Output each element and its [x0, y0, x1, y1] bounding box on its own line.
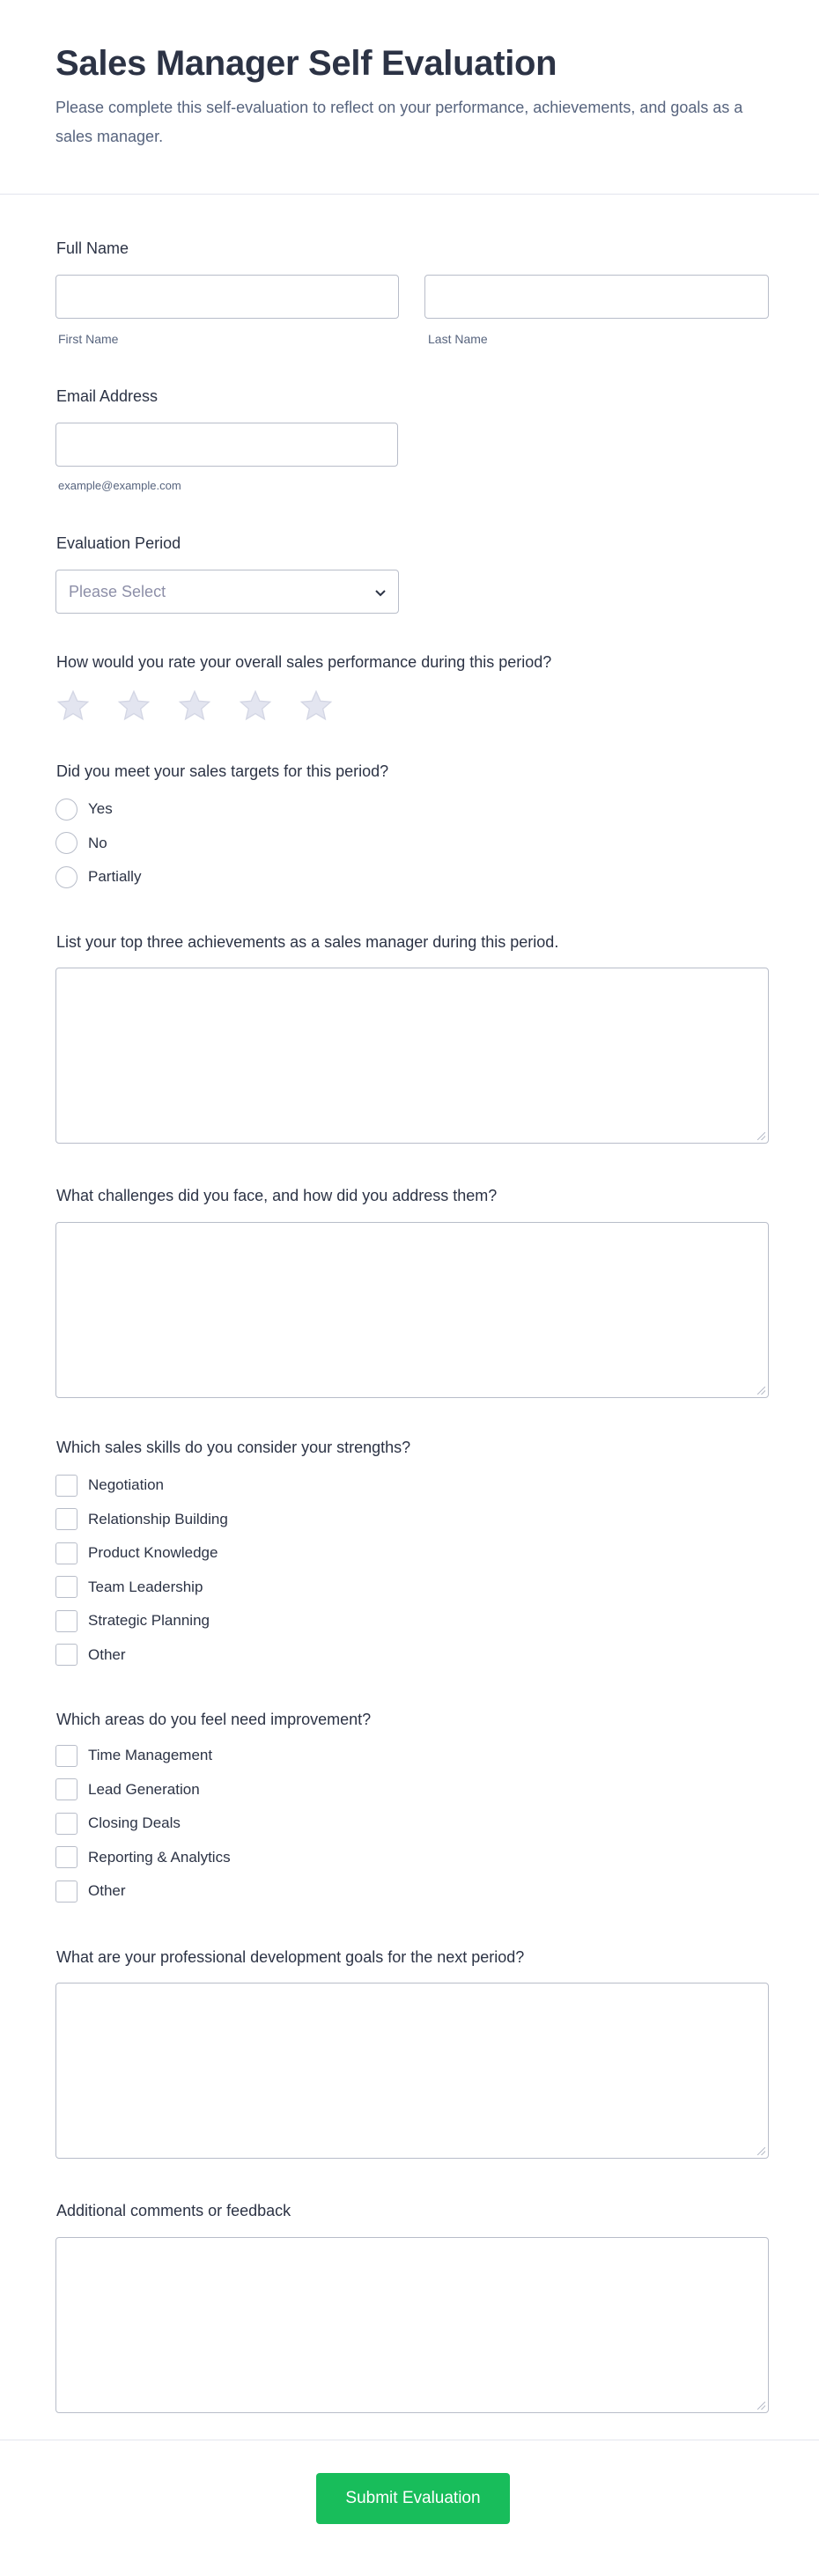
option-label: Negotiation [88, 1476, 165, 1493]
checkbox[interactable] [55, 1813, 77, 1835]
targets-option[interactable] [55, 831, 107, 856]
full-name-label: Full Name [56, 239, 129, 257]
checkbox[interactable] [55, 1542, 77, 1564]
improvement-option[interactable] [55, 1879, 126, 1903]
checkbox[interactable] [55, 1508, 77, 1530]
first-name-input[interactable] [55, 275, 399, 319]
resize-handle-icon[interactable] [757, 2147, 765, 2155]
chevron-down-icon [375, 583, 386, 601]
option-label: Relationship Building [88, 1510, 228, 1527]
radio-button[interactable] [55, 799, 77, 821]
improvement-label: Which areas do you feel need improvement? [56, 1711, 372, 1728]
checkbox[interactable] [55, 1475, 77, 1497]
comments-label: Additional comments or feedback [56, 2202, 291, 2219]
star-icon[interactable] [177, 688, 212, 724]
challenges-textarea[interactable] [55, 1222, 769, 1398]
comments-textarea[interactable] [55, 2237, 769, 2413]
resize-handle-icon[interactable] [757, 1387, 765, 1395]
option-label: Team Leadership [88, 1578, 203, 1595]
improvement-option[interactable] [55, 1743, 212, 1768]
targets-option[interactable] [55, 865, 141, 889]
strength-option[interactable] [55, 1507, 228, 1532]
radio-button[interactable] [55, 866, 77, 888]
improvement-option[interactable] [55, 1811, 181, 1836]
email-sublabel: example@example.com [58, 479, 181, 492]
achievements-label: List your top three achievements as a sales manager during this period. [56, 933, 559, 951]
star-icon[interactable] [299, 688, 334, 724]
option-label: Closing Deals [88, 1814, 181, 1831]
checkbox[interactable] [55, 1846, 77, 1868]
evaluation-period-select[interactable] [55, 570, 399, 614]
first-name-sublabel: First Name [58, 332, 119, 346]
star-icon[interactable] [55, 688, 91, 724]
evaluation-period-label: Evaluation Period [56, 534, 181, 552]
challenges-label: What challenges did you face, and how did you address them? [56, 1187, 498, 1204]
checkbox[interactable] [55, 1644, 77, 1666]
strengths-label: Which sales skills do you consider your strengths? [56, 1439, 411, 1456]
improvement-option[interactable] [55, 1845, 231, 1870]
achievements-textarea[interactable] [55, 968, 769, 1144]
page-subtitle: Please complete this self-evaluation to reflect on your performance, achievements, and goals as a sales manager. [55, 99, 743, 145]
option-label: Time Management [88, 1747, 213, 1763]
resize-handle-icon[interactable] [757, 2402, 765, 2410]
option-label: Strategic Planning [88, 1612, 210, 1629]
targets-option[interactable] [55, 797, 113, 821]
option-label: Other [88, 1645, 126, 1663]
goals-label: What are your professional development goals for the next period? [56, 1948, 525, 1966]
checkbox[interactable] [55, 1610, 77, 1632]
option-label: Product Knowledge [88, 1544, 218, 1561]
strength-option[interactable] [55, 1473, 164, 1498]
last-name-sublabel: Last Name [428, 332, 488, 346]
strength-option[interactable] [55, 1608, 210, 1633]
strength-option[interactable] [55, 1575, 203, 1600]
checkbox[interactable] [55, 1880, 77, 1903]
email-label: Email Address [56, 387, 159, 405]
option-label: Other [88, 1882, 126, 1899]
star-rating [55, 688, 334, 724]
targets-label: Did you meet your sales targets for this period? [56, 762, 389, 780]
last-name-input[interactable] [424, 275, 769, 319]
select-placeholder: Please Select [69, 582, 166, 600]
checkbox[interactable] [55, 1576, 77, 1598]
star-icon[interactable] [116, 688, 151, 724]
option-label: Reporting & Analytics [88, 1848, 231, 1866]
radio-button[interactable] [55, 832, 77, 854]
checkbox[interactable] [55, 1778, 77, 1800]
rating-label: How would you rate your overall sales performance during this period? [56, 653, 552, 671]
option-label: No [88, 834, 107, 851]
header-divider [0, 194, 819, 195]
email-input[interactable] [55, 423, 398, 467]
strength-option[interactable] [55, 1541, 218, 1565]
option-label: Lead Generation [88, 1780, 200, 1798]
strength-option[interactable] [55, 1643, 126, 1667]
page-title: Sales Manager Self Evaluation [55, 44, 557, 83]
resize-handle-icon[interactable] [757, 1132, 765, 1140]
option-label: Partially [88, 868, 142, 885]
improvement-option[interactable] [55, 1777, 200, 1802]
goals-textarea[interactable] [55, 1983, 769, 2159]
checkbox[interactable] [55, 1745, 77, 1767]
submit-button[interactable]: Submit Evaluation [316, 2473, 510, 2524]
star-icon[interactable] [238, 688, 273, 724]
option-label: Yes [88, 800, 113, 817]
